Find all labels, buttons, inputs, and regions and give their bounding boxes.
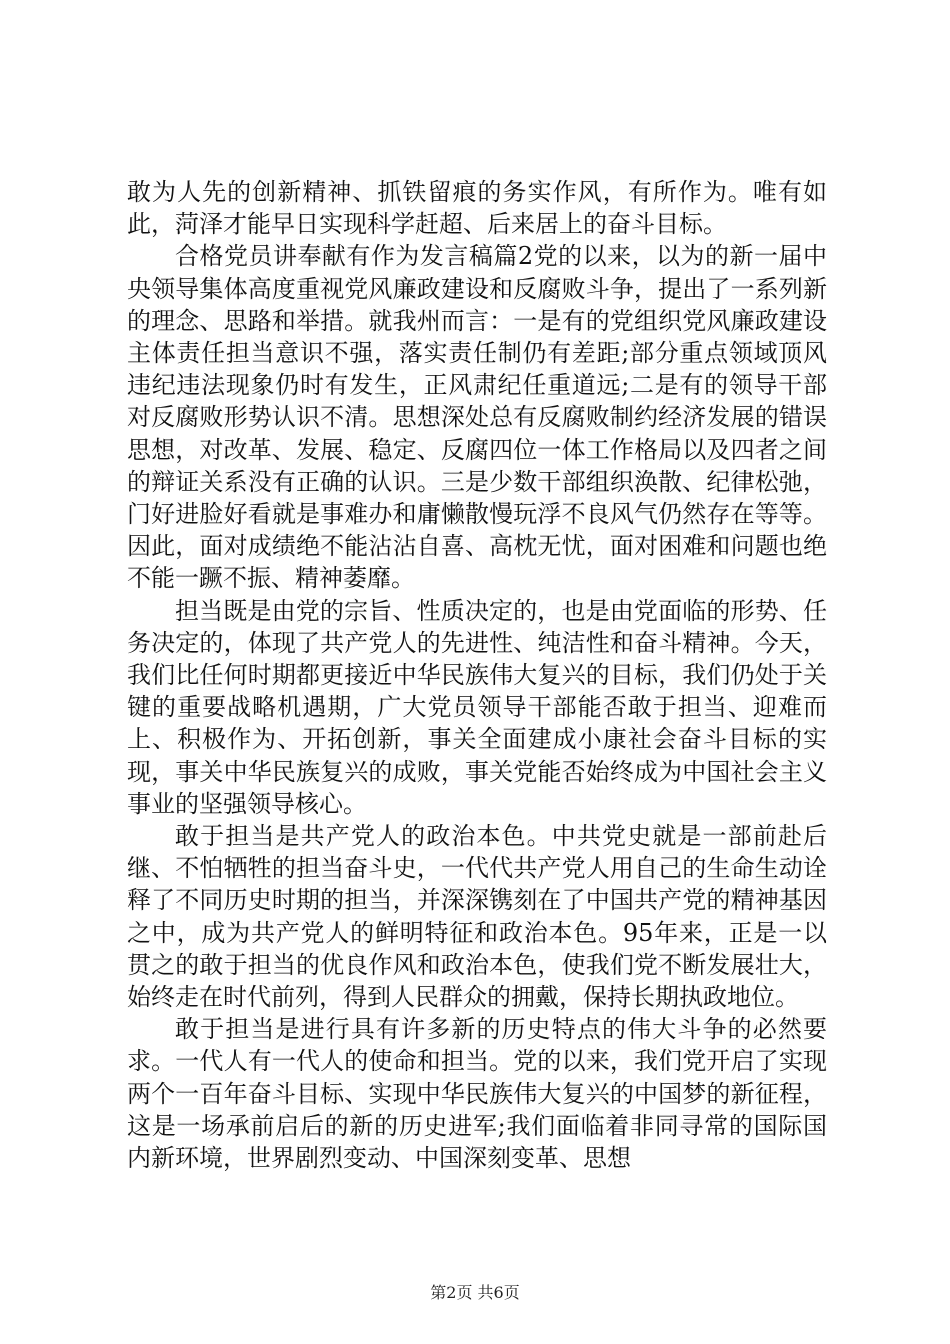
paragraph-3: 担当既是由党的宗旨、性质决定的，也是由党面临的形势、任务决定的，体现了共产党人的先进性、纯洁性和奋斗精神。今天，我们比任何时期都更接近中华民族伟大复兴的目标，我们仍处于关键的重要战略机遇期，广大党员领导干部能否敢于担当、迎难而上、积极作为、开拓创新，事关全面建成小康社会奋斗目标的实现，事关中华民族复兴的成败，事关党能否始终成为中国社会主义事业的坚强领导核心。 (127, 596, 827, 818)
page-footer: 第2页 共6页 (430, 1283, 520, 1302)
paragraph-1: 敢为人先的创新精神、抓铁留痕的务实作风，有所作为。唯有如此，菏泽才能早日实现科学赶超、后来居上的奋斗目标。 (127, 178, 827, 239)
document-body (127, 176, 827, 1174)
paragraph-4: 敢于担当是共产党人的政治本色。中共党史就是一部前赴后继、不怕牺牲的担当奋斗史，一代代共产党人用自己的生命生动诠释了不同历史时期的担当，并深深镌刻在了中国共产党的精神基因之中，成为共产党人的鲜明特征和政治本色。95年来，正是一以贯之的敢于担当的优良作风和政治本色，使我们党不断发展壮大，始终走在时代前列，得到人民群众的拥戴，保持长期执政地位。 (127, 822, 827, 1012)
paragraph-5: 敢于担当是进行具有许多新的历史特点的伟大斗争的必然要求。一代人有一代人的使命和担当。党的以来，我们党开启了实现两个一百年奋斗目标、实现中华民族伟大复兴的中国梦的新征程，这是一场承前启后的新的历史进军;我们面临着非同寻常的国际国内新环境，世界剧烈变动、中国深刻变革、思想 (127, 1015, 827, 1173)
paragraph-2: 合格党员讲奉献有作为发言稿篇2党的以来，以为的新一届中央领导集体高度重视党风廉政建设和反腐败斗争，提出了一系列新的理念、思路和举措。就我州而言：一是有的党组织党风廉政建设主体责任担当意识不强，落实责任制仍有差距;部分重点领域顶风违纪违法现象仍时有发生，正风肃纪任重道远;二是有的领导干部对反腐败形势认识不清。思想深处总有反腐败制约经济发展的错误思想，对改革、发展、稳定、反腐四位一体工作格局以及四者之间的辩证关系没有正确的认识。三是少数干部组织涣散、纪律松弛，门好进脸好看就是事难办和庸懒散慢玩浮不良风气仍然存在等等。因此，面对成绩绝不能沾沾自喜、高枕无忧，面对困难和问题也绝不能一蹶不振、精神萎靡。 (127, 242, 827, 593)
